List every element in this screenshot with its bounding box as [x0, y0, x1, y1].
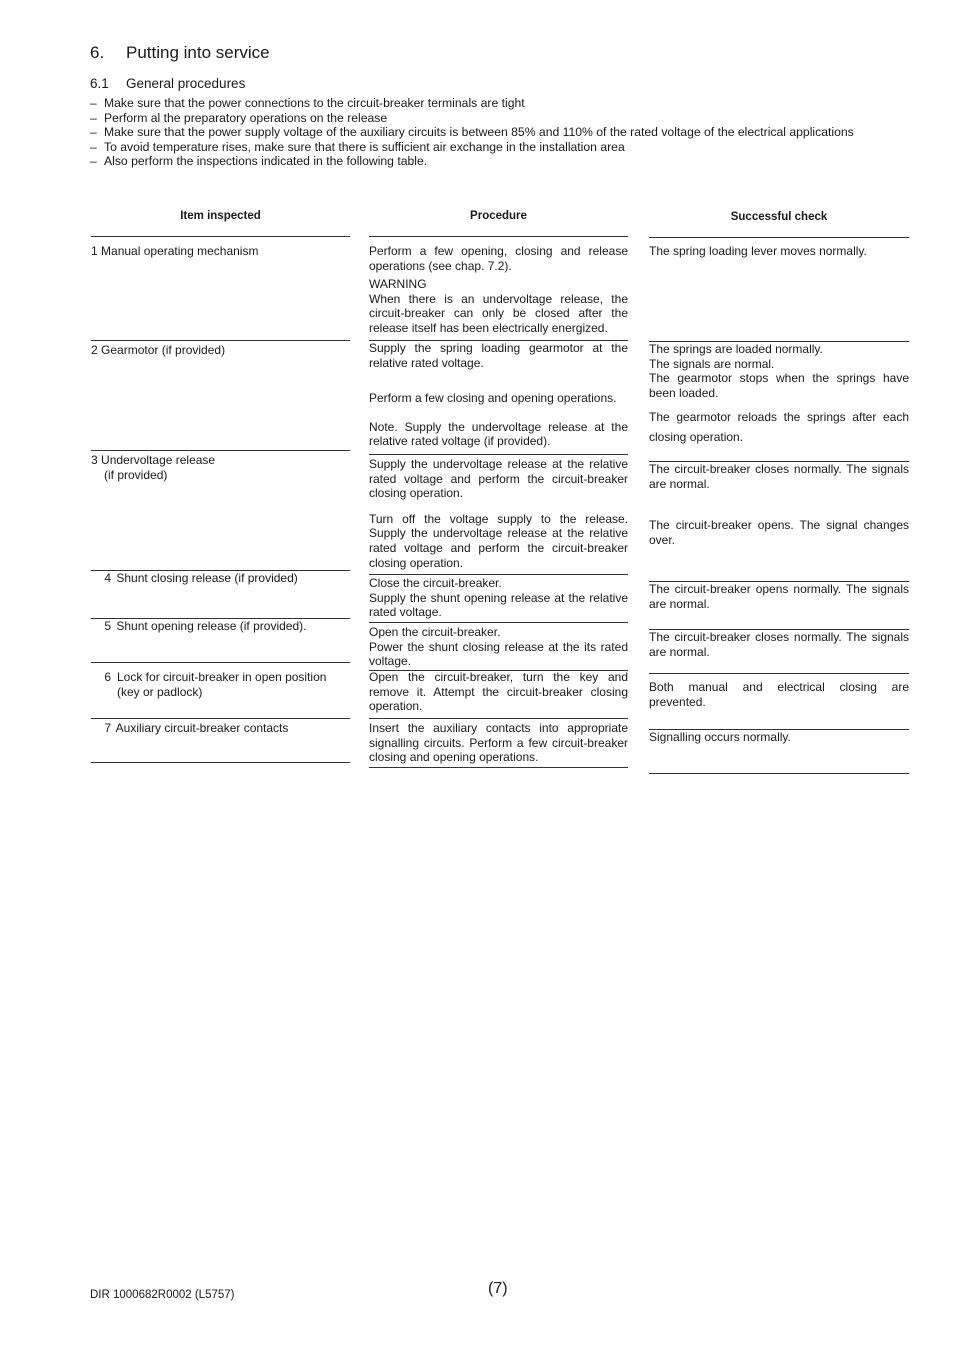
check-6: Both manual and electrical closing are prevented. [649, 680, 909, 709]
rule [369, 718, 628, 719]
subsection-title: General procedures [126, 76, 246, 91]
bullet-item: – To avoid temperature rises, make sure that there is sufficient air exchange in the installation area [90, 139, 625, 154]
rule [369, 767, 628, 768]
bullet-item: – Perform al the preparatory operations on the release [90, 110, 388, 125]
item-4: 4 Shunt closing release (if provided) [104, 571, 298, 585]
rule [649, 237, 909, 238]
check-5: The circuit-breaker closes normally. The signals are normal. [649, 630, 909, 659]
rule [649, 673, 909, 674]
procedure-5: Open the circuit-breaker. Power the shunt closing release at the its rated voltage. [369, 625, 628, 669]
rule [649, 773, 909, 774]
rule [91, 340, 350, 341]
item-2: 2 Gearmotor (if provided) [91, 343, 226, 357]
section-heading [90, 43, 270, 63]
subsection-heading [90, 76, 245, 91]
procedure-bullet-list [90, 96, 854, 169]
column-header-procedure: Procedure [470, 210, 527, 222]
subsection-number: 6.1 [90, 76, 109, 91]
warning-label: WARNING [369, 277, 427, 292]
check-3: The circuit-breaker closes normally. The signals are normal. The circuit-breaker opens. The signal changes over. [649, 462, 909, 547]
procedure-2: Supply the spring loading gearmotor at the relative rated voltage. Perform a few closing and opening operations. Note. Supply the undervoltage release at the relative rated voltage (if provided). [369, 341, 628, 449]
rule [91, 450, 350, 451]
item-5: 5 Shunt opening release (if provided). [104, 619, 307, 633]
section-title: Putting into service [126, 43, 270, 62]
procedure-6: Open the circuit-breaker, turn the key and remove it. Attempt the circuit-breaker closing operation. [369, 670, 628, 714]
item-3: 3 Undervoltage release (if provided) [91, 453, 216, 482]
rule [369, 622, 628, 623]
section-number: 6. [90, 43, 105, 62]
bullet-item: – Make sure that the power connections to the circuit-breaker terminals are tight [90, 96, 525, 110]
rule [91, 718, 350, 719]
rule [369, 574, 628, 575]
procedure-3: Supply the undervoltage release at the relative rated voltage and perform the circuit-breaker closing operation. Turn off the voltage supply to the release. Supply the undervoltage release at the relative rated voltage and perform the circuit-breaker closing operation. [369, 457, 628, 570]
rule [91, 236, 350, 237]
column-header-check: Successful check [730, 211, 828, 223]
rule [91, 662, 350, 663]
check-4: The circuit-breaker opens normally. The signals are normal. [649, 582, 909, 611]
bullet-item: – Make sure that the power supply voltage of the auxiliary circuits is between 85% and 110% of the rated voltage of the electrical applications [90, 125, 854, 140]
rule [369, 454, 628, 455]
check-7: Signalling occurs normally. [649, 730, 791, 744]
procedure-4: Close the circuit-breaker. Supply the shunt opening release at the relative rated voltage. [369, 576, 628, 620]
rule [369, 236, 628, 237]
bullet-item: – Also perform the inspections indicated in the following table. [90, 154, 428, 169]
procedure-7: Insert the auxiliary contacts into appropriate signalling circuits. Perform a few circuit-breaker closing and opening operations. [369, 721, 628, 765]
item-1: 1 Manual operating mechanism [91, 244, 259, 258]
item-7: 7 Auxiliary circuit-breaker contacts [104, 721, 289, 735]
column-header-item: Item inspected [180, 210, 261, 222]
check-2: The springs are loaded normally. The signals are normal. The gearmotor stops when the springs have been loaded. The gearmotor reloads the springs after each closing operation. [649, 342, 909, 445]
check-1: The spring loading lever moves normally. [649, 244, 867, 258]
rule [91, 762, 350, 763]
procedure-1: Perform a few opening, closing and release operations (see chap. 7.2). WARNING When there is an undervoltage release, the circuit-breaker can only be closed after the release itself has been electrically energized. [369, 244, 628, 335]
page-number: (7) [488, 1280, 508, 1297]
item-6: 6 Lock for circuit-breaker in open position (key or padlock) [104, 670, 327, 699]
document-reference: DIR 1000682R0002 (L5757) [90, 1289, 235, 1301]
